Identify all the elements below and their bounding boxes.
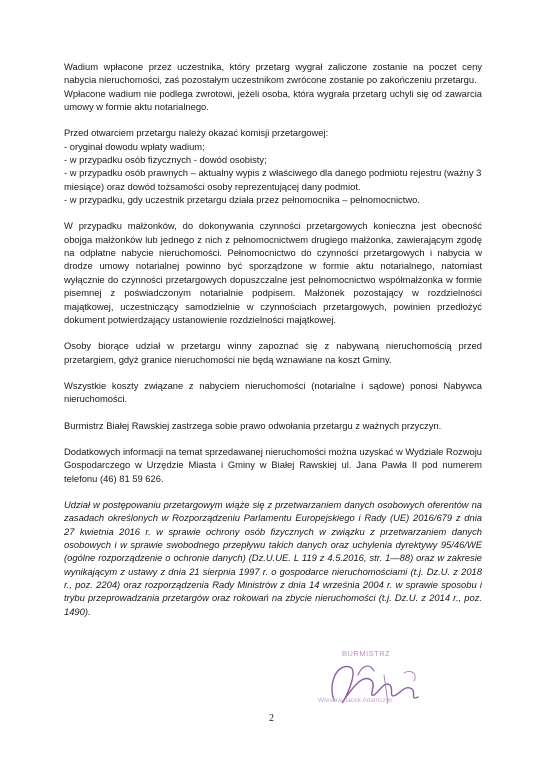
signature-icon — [314, 645, 444, 715]
signature-stamp — [314, 645, 444, 715]
list-item: - w przypadku osób prawnych – aktualny wypis z właściwego dla danego podmiotu rejestru (ważny 3 miesiące) oraz dowód tożsamości osoby reprezentującej dany podmiot. — [64, 167, 482, 192]
paragraph-deposit-credit: Wadium wpłacone przez uczestnika, który przetarg wygrał zaliczone zostanie na poczet ceny nabycia nieruchomości, zaś pozostałym uczestnikom zwrócone zostanie po zakończeniu przetargu. — [64, 61, 482, 86]
stamp-name: Wiesław Jacek Adamczyk — [318, 697, 393, 704]
page-number: 2 — [269, 713, 274, 724]
list-item: - w przypadku, gdy uczestnik przetargu działa przez pełnomocnika – pełnomocnictwo. — [64, 194, 420, 206]
paragraph-cancellation-right: Burmistrz Białej Rawskiej zastrzega sobie prawo odwołania przetargu z ważnych przyczyn. — [64, 419, 442, 431]
paragraph-costs: Wszystkie koszty związane z nabyciem nieruchomości (notarialne i sądowe) ponosi Nabywca nieruchomości. — [64, 379, 482, 405]
paragraph-contact-info: Dodatkowych informacji na temat sprzedawanej nieruchomości można uzyskać w Wydziale Rozwoju Gospodarczego w Urzędzie Miasta i Gminy w Białej Rawskiej ul. Jana Pawła II pod numerem telefonu (46) 81 59 626. — [64, 445, 482, 484]
paragraph-required-documents-intro: Przed otwarciem przetargu należy okazać komisji przetargowej: — [64, 127, 329, 139]
paragraph-property-inspection: Osoby biorące udział w przetargu winny zapoznać się z nabywaną nieruchomością przed przetargiem, gdyż granice nieruchomości nie będą wznawiane na koszt Gminy. — [64, 340, 482, 365]
list-item: - oryginał dowodu wpłaty wadium; — [64, 140, 205, 152]
list-item: - w przypadku osób fizycznych - dowód osobisty; — [64, 154, 267, 166]
paragraph-deposit-forfeit: Wpłacone wadium nie podlega zwrotowi, jeżeli osoba, która wygrała przetarg uchyli się od zawarcia umowy w formie aktu notarialnego. — [64, 87, 482, 113]
paragraph-spouses: W przypadku małżonków, do dokonywania czynności przetargowych konieczna jest obecność obojga małżonków lub jednego z nich z pełnomocnictwem drugiego małżonka, zawierającym zgodę na odpłatne nabycie nieruchomości. Pełnomocnictwo do czynności przetargowych i nabycia w drodze umowy notarialnej powinno być sporządzone w formie aktu notarialnego, natomiast wyłącznie do czynności przetargowych dopuszczalne jest pełnomocnictwo współmałżonka w formie pisemnej z poświadczonym notarialnie podpisem. Małżonek pozostający w rozdzielności majątkowej, uczestniczący samodzielnie w czynnościach przetargowych, powinien przedłożyć dokument potwierdzający ustanowienie rozdzielności majątkowej. — [64, 220, 482, 325]
document-body — [64, 60, 482, 618]
stamp-title: BURMISTRZ — [342, 649, 391, 658]
paragraph-data-protection: Udział w postępowaniu przetargowym wiąże się z przetwarzaniem danych osobowych oferentów na zasadach określonych w Rozporządzeniu Parlamentu Europejskiego i Rady (UE) 2016/679 z dnia 27 kwietnia 2016 r. w sprawie ochrony osób fizycznych w związku z przetwarzaniem danych osobowych i w sprawie swobodnego przepływu takich danych oraz uchylenia dyrektywy 95/46/WE (ogólne rozporządzenie o ochronie danych) (Dz.U.UE. L 119 z 4.5.2016, str. 1—88) oraz w zakresie wynikającym z ustawy z dnia 21 sierpnia 1997 r. o gospodarce nieruchomościami (t.j. Dz.U. z 2018 r., poz. 2204) oraz rozporządzenia Rady Ministrów z dnia 14 września 2004 r. w sprawie sposobu i trybu przeprowadzania przetargów oraz rokowań na zbycie nieruchomości (t.j. Dz.U. z 2014 r., poz. 1490). — [64, 498, 482, 617]
